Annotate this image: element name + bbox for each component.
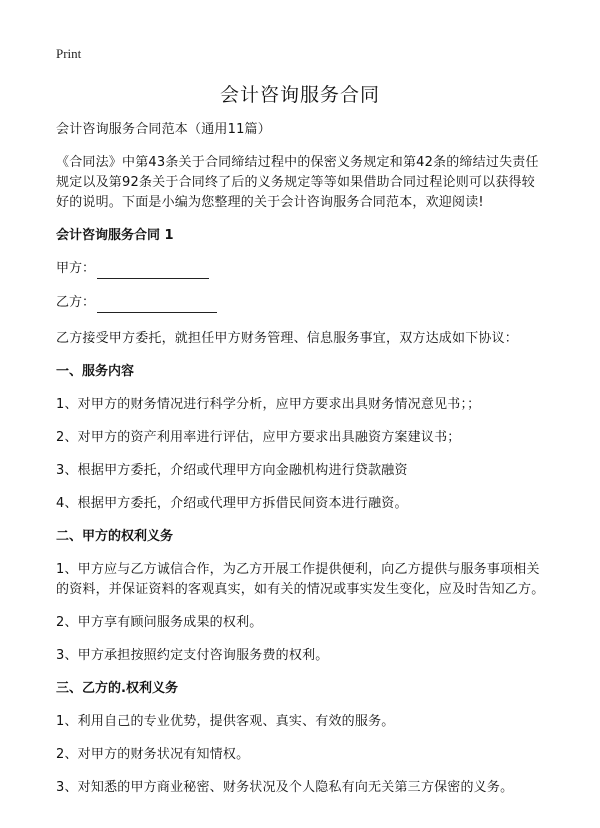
list-item: 1、对甲方的财务情况进行科学分析，应甲方要求出具财务情况意见书；；	[56, 397, 481, 412]
list-item: 3、甲方承担按照约定支付咨询服务费的权利。	[56, 648, 329, 663]
party-a-blank	[97, 264, 209, 279]
party-a-label: 甲方：	[56, 261, 96, 276]
section-heading: 三、乙方的.权利义务	[56, 681, 178, 696]
party-b-blank	[97, 298, 217, 313]
list-item: 2、对甲方的财务状况有知情权。	[56, 747, 250, 762]
print-label[interactable]: Print	[56, 46, 82, 61]
section-heading: 二、甲方的权利义务	[56, 529, 174, 544]
list-item: 2、对甲方的资产利用率进行评估，应甲方要求出具融资方案建议书；	[56, 430, 461, 445]
list-item: 1、甲方应与乙方诚信合作，为乙方开展工作提供便利，向乙方提供与服务事项相关的资料，并保证资料的客观真实，如有关的情况或事实发生变化，应及时告知乙方。	[56, 562, 545, 597]
contract-heading: 会计咨询服务合同 1	[56, 228, 174, 243]
list-item: 2、甲方享有顾问服务成果的权利。	[56, 615, 263, 630]
list-item: 4、根据甲方委托，介绍或代理甲方拆借民间资本进行融资。	[56, 496, 408, 511]
list-item: 3、根据甲方委托，介绍或代理甲方向金融机构进行贷款融资	[56, 463, 408, 478]
document-subtitle: 会计咨询服务合同范本（通用11篇）	[56, 122, 271, 137]
agreement-paragraph: 乙方接受甲方委托，就担任甲方财务管理、信息服务事宜，双方达成如下协议：	[56, 331, 519, 346]
intro-paragraph: 《合同法》中第43条关于合同缔结过程中的保密义务规定和第42条的缔结过失责任规定以及第92条关于合同终了后的义务规定等等如果借助合同过程论则可以获得较好的说明。下面是小编为您整理的关于会计咨询服务合同范本，欢迎阅读!	[56, 155, 539, 210]
document-body	[56, 120, 548, 811]
party-b-row	[56, 293, 548, 313]
party-b-label: 乙方：	[56, 295, 96, 310]
document-title: 会计咨询服务合同	[219, 84, 380, 106]
party-a-row	[56, 259, 548, 279]
list-item: 3、对知悉的甲方商业秘密、财务状况及个人隐私有向无关第三方保密的义务。	[56, 780, 514, 795]
section-heading: 一、服务内容	[56, 364, 135, 379]
list-item: 1、利用自己的专业优势，提供客观、真实、有效的服务。	[56, 714, 395, 729]
